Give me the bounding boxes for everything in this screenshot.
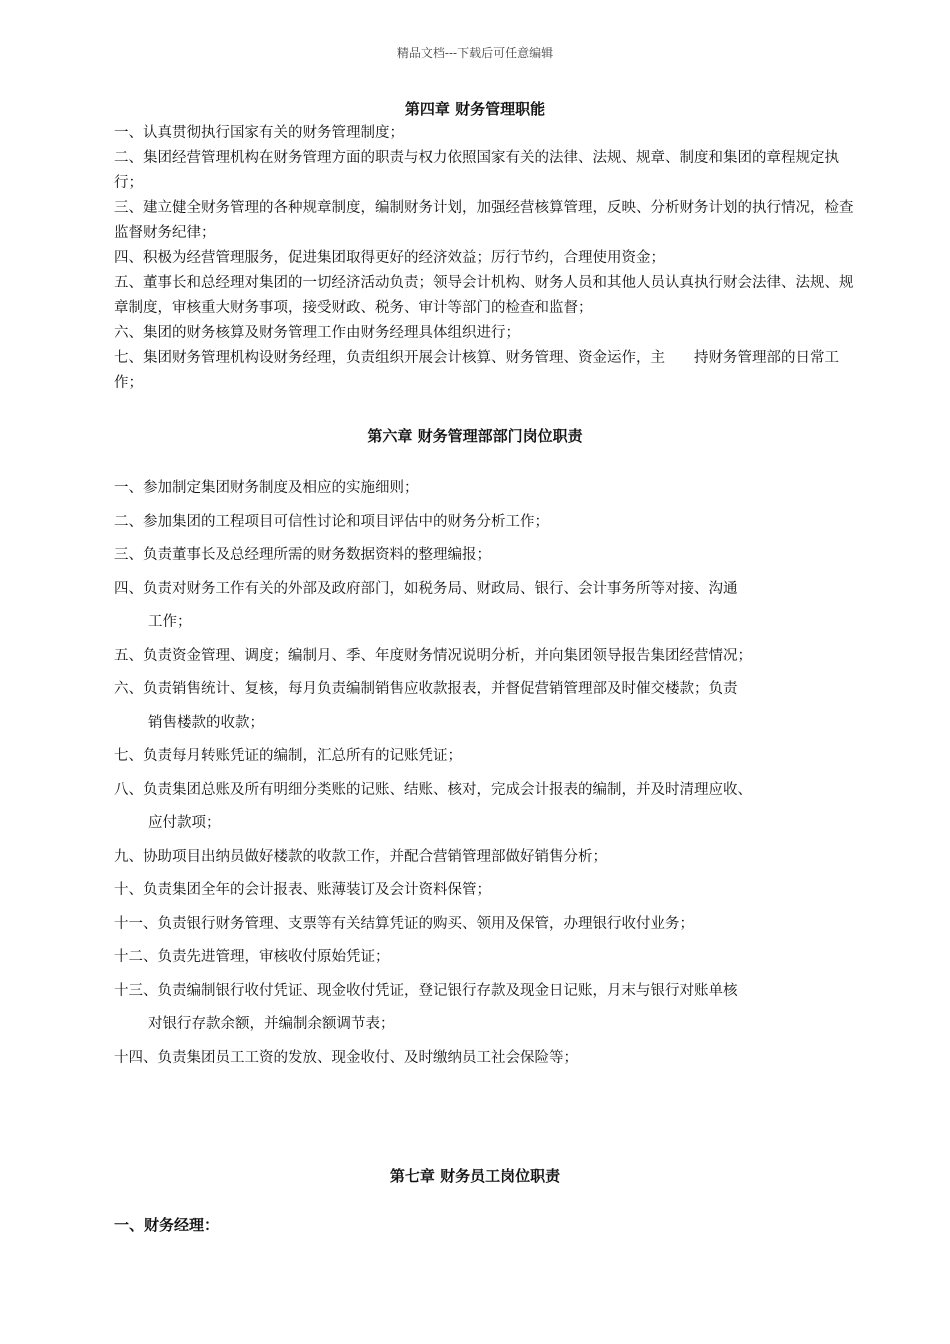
chapter7-subheading: 一、财务经理： bbox=[114, 1216, 220, 1234]
chapter6-item bbox=[114, 1046, 854, 1070]
chapter6-item bbox=[114, 744, 854, 768]
chapter6-item bbox=[114, 677, 854, 735]
chapter7-title: 第七章 财务员工岗位职责 bbox=[389, 1167, 561, 1185]
chapter4-item: 五、董事长和总经理对集团的一切经济活动负责；领导会计机构、财务人员和其他人员认真执行财会法律、法规、规章制度，审核重大财务事项，接受财政、税务、审计等部门的检查和监督； bbox=[114, 275, 854, 316]
chapter4-item: 七、集团财务管理机构设财务经理，负责组织开展会计核算、财务管理、资金运作，主 持财务管理部的日常工作； bbox=[114, 350, 839, 391]
chapter6-item-line: 八、负责集团总账及所有明细分类账的记账、结账、核对，完成会计报表的编制，并及时清理应收、 bbox=[114, 781, 752, 798]
chapter6-item bbox=[114, 912, 854, 936]
chapter6-item-line: 六、负责销售统计、复核，每月负责编制销售应收款报表，并督促营销管理部及时催交楼款；负责 bbox=[114, 681, 738, 697]
chapter4-item: 六、集团的财务核算及财务管理工作由财务经理具体组织进行； bbox=[114, 325, 520, 341]
chapter4-item: 二、集团经营管理机构在财务管理方面的职责与权力依照国家有关的法律、法规、规章、制度和集团的章程规定执行； bbox=[114, 150, 839, 191]
chapter6-item-line: 四、负责对财务工作有关的外部及政府部门，如税务局、财政局、银行、会计事务所等对接、沟通 bbox=[114, 580, 738, 597]
chapter6-item bbox=[114, 878, 854, 902]
chapter6-item-continuation: 销售楼款的收款； bbox=[148, 714, 264, 731]
chapter6-item-line: 二、参加集团的工程项目可信性讨论和项目评估中的财务分析工作； bbox=[114, 513, 549, 530]
chapter6-item-continuation: 工作； bbox=[148, 614, 192, 630]
chapter6-item-line: 十四、负责集团员工工资的发放、现金收付、及时缴纳员工社会保险等； bbox=[114, 1049, 578, 1066]
chapter4-item: 三、建立健全财务管理的各种规章制度，编制财务计划，加强经营核算管理，反映、分析财务计划的执行情况，检查监督财务纪律； bbox=[114, 200, 854, 241]
chapter6-item bbox=[114, 510, 854, 534]
chapter6-title: 第六章 财务管理部部门岗位职责 bbox=[367, 427, 583, 445]
chapter6-item-line: 九、协助项目出纳员做好楼款的收款工作，并配合营销管理部做好销售分析； bbox=[114, 848, 607, 865]
chapter4-list bbox=[114, 121, 854, 396]
chapter4-item: 一、认真贯彻执行国家有关的财务管理制度； bbox=[114, 125, 404, 141]
chapter6-item-line: 三、负责董事长及总经理所需的财务数据资料的整理编报； bbox=[114, 547, 491, 563]
chapter6-item bbox=[114, 644, 854, 668]
chapter6-list bbox=[114, 476, 854, 1079]
chapter6-item bbox=[114, 778, 854, 836]
chapter6-item-line: 七、负责每月转账凭证的编制，汇总所有的记账凭证； bbox=[114, 748, 462, 764]
chapter6-item-line: 十二、负责先进管理，审核收付原始凭证； bbox=[114, 949, 390, 965]
chapter6-item bbox=[114, 476, 854, 500]
chapter6-item bbox=[114, 577, 854, 635]
chapter6-item-line: 十三、负责编制银行收付凭证、现金收付凭证，登记银行存款及现金日记账，月末与银行对账单核 bbox=[114, 982, 738, 999]
chapter4-item: 四、积极为经营管理服务，促进集团取得更好的经济效益；厉行节约，合理使用资金； bbox=[114, 250, 665, 266]
chapter6-item-continuation: 对银行存款余额，并编制余额调节表； bbox=[148, 1016, 395, 1032]
chapter6-item bbox=[114, 945, 854, 969]
chapter6-item bbox=[114, 845, 854, 869]
chapter6-item-line: 十、负责集团全年的会计报表、账薄装订及会计资料保管； bbox=[114, 882, 491, 898]
chapter6-item-line: 一、参加制定集团财务制度及相应的实施细则； bbox=[114, 480, 419, 496]
chapter6-item bbox=[114, 979, 854, 1037]
chapter6-item bbox=[114, 543, 854, 567]
chapter4-title: 第四章 财务管理职能 bbox=[404, 100, 546, 118]
chapter6-item-continuation: 应付款项； bbox=[148, 815, 221, 831]
chapter6-item-line: 五、负责资金管理、调度；编制月、季、年度财务情况说明分析，并向集团领导报告集团经营情况； bbox=[114, 647, 752, 664]
chapter6-item-line: 十一、负责银行财务管理、支票等有关结算凭证的购买、领用及保管，办理银行收付业务； bbox=[114, 915, 694, 932]
page-header: 精品文档---下载后可任意编辑 bbox=[396, 46, 554, 60]
